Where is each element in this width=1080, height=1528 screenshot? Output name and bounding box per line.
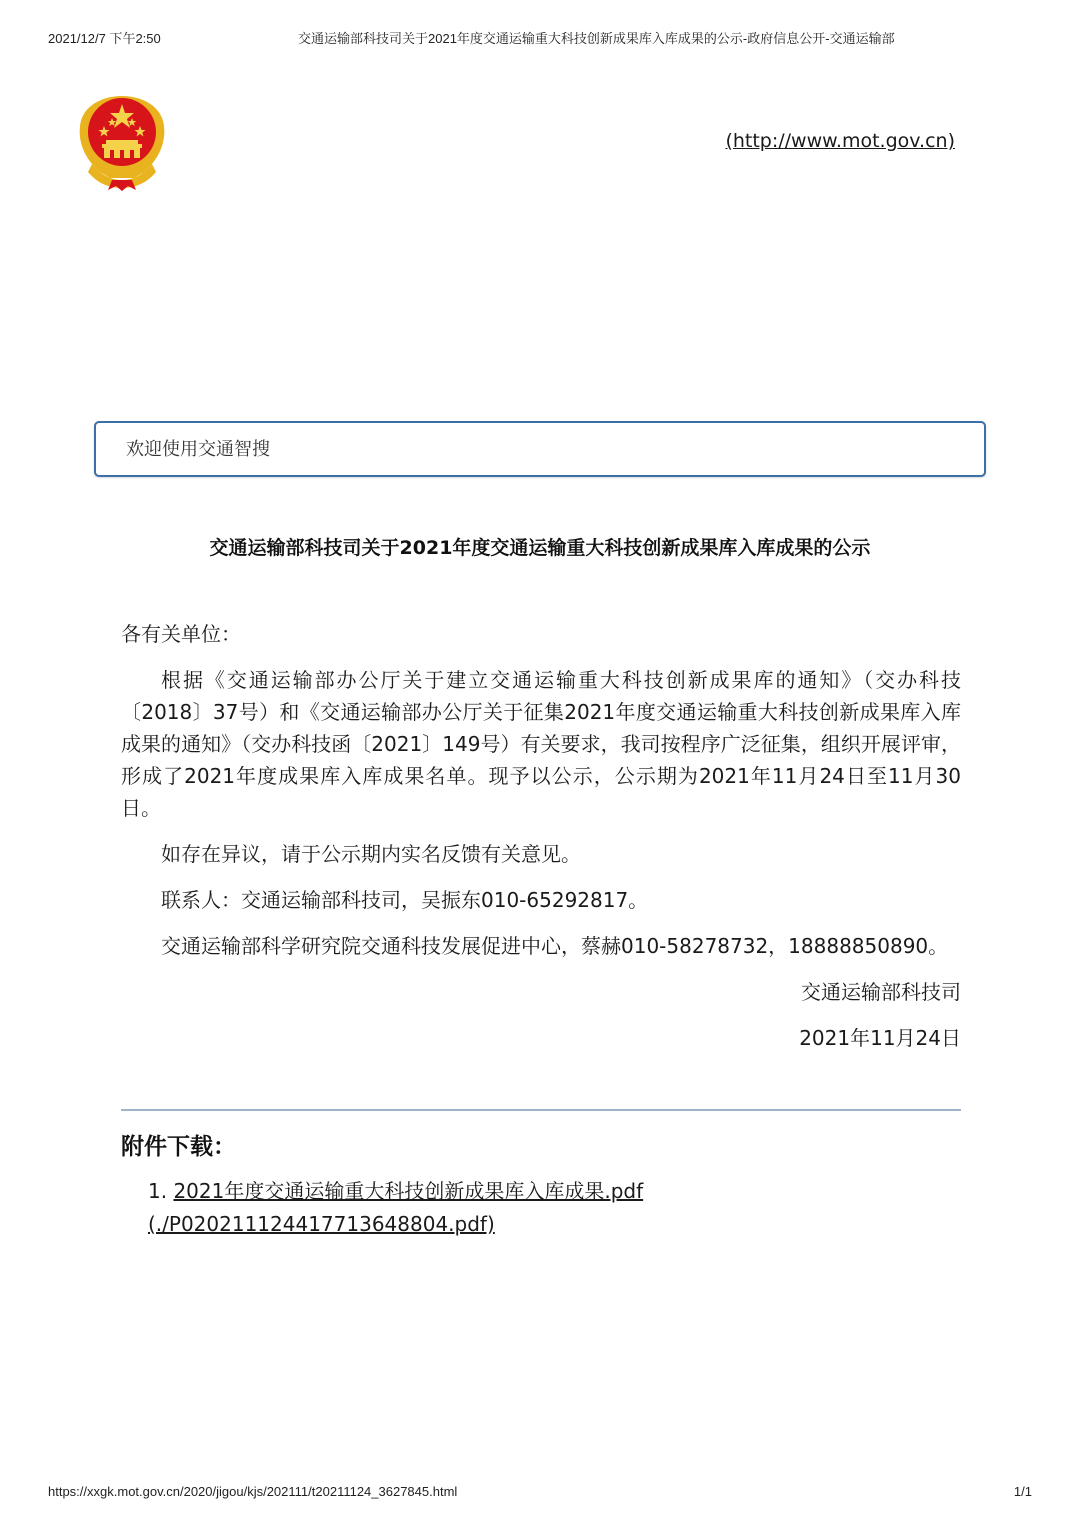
print-doc-title: 交通运输部科技司关于2021年度交通运输重大科技创新成果库入库成果的公示-政府信息公开-交通运输部 (298, 31, 895, 46)
article-paragraph-2: 如存在异议，请于公示期内实名反馈有关意见。 (161, 842, 581, 866)
print-datetime: 2021/12/7 下午2:50 (48, 31, 161, 46)
print-url: https://xxgk.mot.gov.cn/2020/jigou/kjs/202111/t20211124_3627845.html (48, 1484, 458, 1499)
attachments-heading: 附件下载： (121, 1134, 236, 1160)
national-emblem-icon[interactable] (72, 92, 172, 192)
print-footer (48, 1484, 1032, 1504)
site-home-link[interactable]: (http://www.mot.gov.cn) (725, 130, 955, 152)
article-body (121, 618, 961, 1068)
attachment-link[interactable]: 2021年度交通运输重大科技创新成果库入库成果.pdf (173, 1179, 644, 1203)
attachment-list (148, 1175, 708, 1241)
attachments-divider (121, 1109, 961, 1111)
attachment-item (148, 1175, 708, 1241)
print-page-number: 1/1 (1013, 1484, 1032, 1499)
signature-org: 交通运输部科技司 (801, 980, 961, 1004)
print-header (48, 28, 1032, 48)
attachment-number: 1. (148, 1179, 168, 1203)
article-salutation: 各有关单位： (121, 622, 241, 646)
article-paragraph-4: 交通运输部科学研究院交通科技发展促进中心，蔡赫010-58278732，18888850890。 (161, 934, 949, 958)
search-input[interactable] (96, 423, 984, 475)
signature-date: 2021年11月24日 (799, 1026, 961, 1050)
article-paragraph-3: 联系人：交通运输部科技司，吴振东010-65292817。 (161, 888, 649, 912)
article-paragraph-1: 根据《交通运输部办公厅关于建立交通运输重大科技创新成果库的通知》（交办科技〔2018〕37号）和《交通运输部办公厅关于征集2021年度交通运输重大科技创新成果库入库成果的通知》（交办科技函〔2021〕149号）有关要求，我司按程序广泛征集，组织开展评审，形成了2021年度成果库入库成果名单。现予以公示，公示期为2021年11月24日至11月30日。 (121, 668, 961, 820)
article-title: 交通运输部科技司关于2021年度交通运输重大科技创新成果库入库成果的公示 (209, 537, 871, 559)
emblem-graphic (72, 92, 172, 192)
search-box[interactable] (94, 421, 986, 477)
attachment-href-link[interactable]: (./P020211124417713648804.pdf) (148, 1212, 495, 1236)
